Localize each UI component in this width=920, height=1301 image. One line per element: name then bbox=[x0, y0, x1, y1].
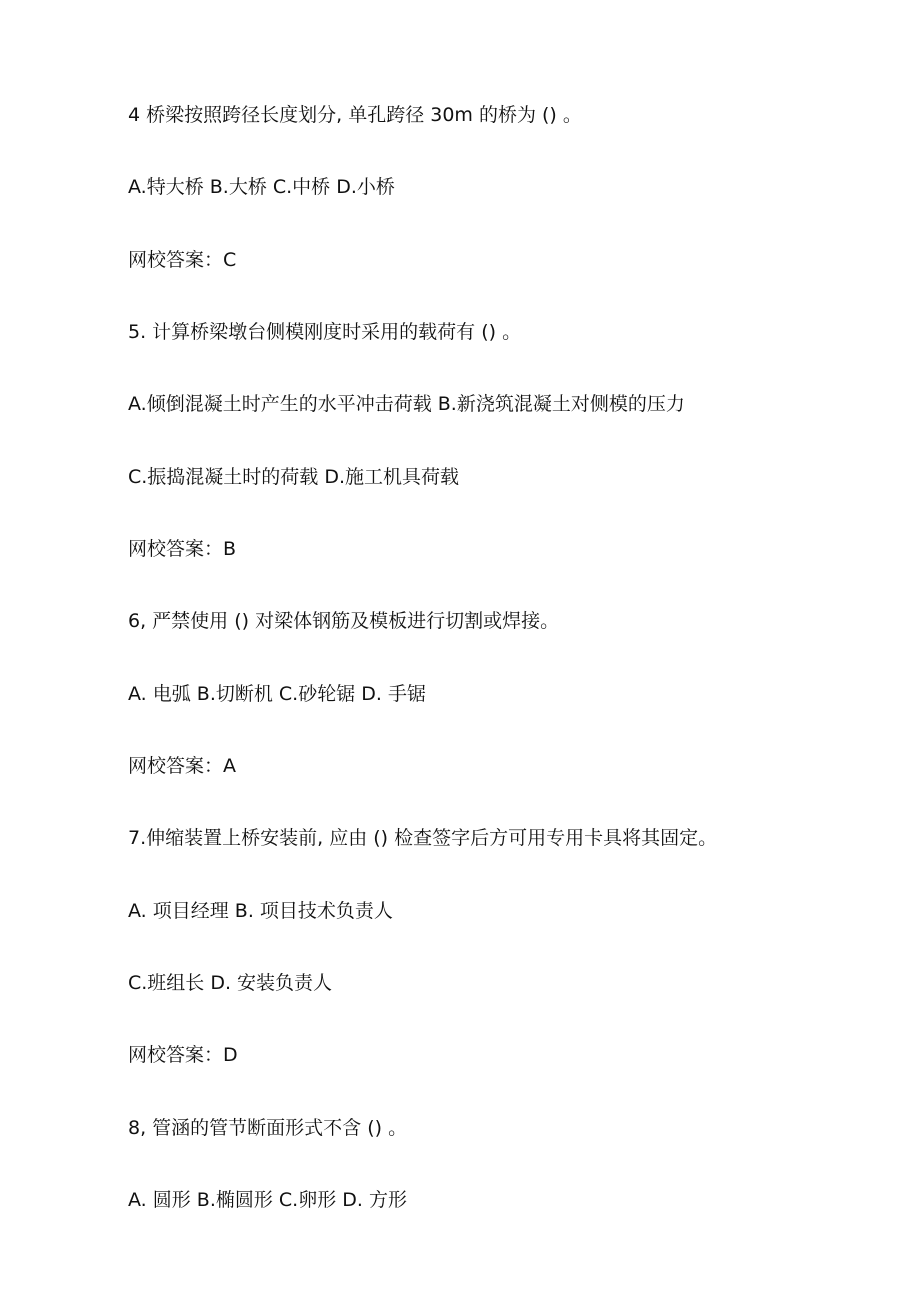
question-5-answer: 网校答案：B bbox=[128, 538, 237, 560]
question-4-options: A.特大桥 B.大桥 C.中桥 D.小桥 bbox=[128, 176, 395, 198]
question-6-answer: 网校答案：A bbox=[128, 755, 236, 777]
question-6-options: A. 电弧 B.切断机 C.砂轮锯 D. 手锯 bbox=[128, 683, 426, 705]
question-8-stem: 8, 管涵的管节断面形式不含 () 。 bbox=[128, 1117, 408, 1139]
question-4-stem: 4 桥梁按照跨径长度划分, 单孔跨径 30m 的桥为 () 。 bbox=[128, 104, 582, 126]
question-5-stem: 5. 计算桥梁墩台侧模刚度时采用的载荷有 () 。 bbox=[128, 321, 522, 343]
question-5-options-line-1: A.倾倒混凝土时产生的水平冲击荷载 B.新浇筑混凝土对侧模的压力 bbox=[128, 393, 685, 415]
question-7-answer: 网校答案：D bbox=[128, 1044, 238, 1066]
question-4-answer: 网校答案：C bbox=[128, 249, 237, 271]
question-7-options-line-1: A. 项目经理 B. 项目技术负责人 bbox=[128, 900, 393, 922]
question-6-stem: 6, 严禁使用 () 对梁体钢筋及模板进行切割或焊接。 bbox=[128, 610, 560, 632]
question-5-options-line-2: C.振捣混凝土时的荷载 D.施工机具荷载 bbox=[128, 466, 460, 488]
question-8-options: A. 圆形 B.椭圆形 C.卵形 D. 方形 bbox=[128, 1189, 407, 1211]
question-7-options-line-2: C.班组长 D. 安装负责人 bbox=[128, 972, 333, 994]
question-7-stem: 7.伸缩装置上桥安装前, 应由 () 检查签字后方可用专用卡具将其固定。 bbox=[128, 827, 718, 849]
